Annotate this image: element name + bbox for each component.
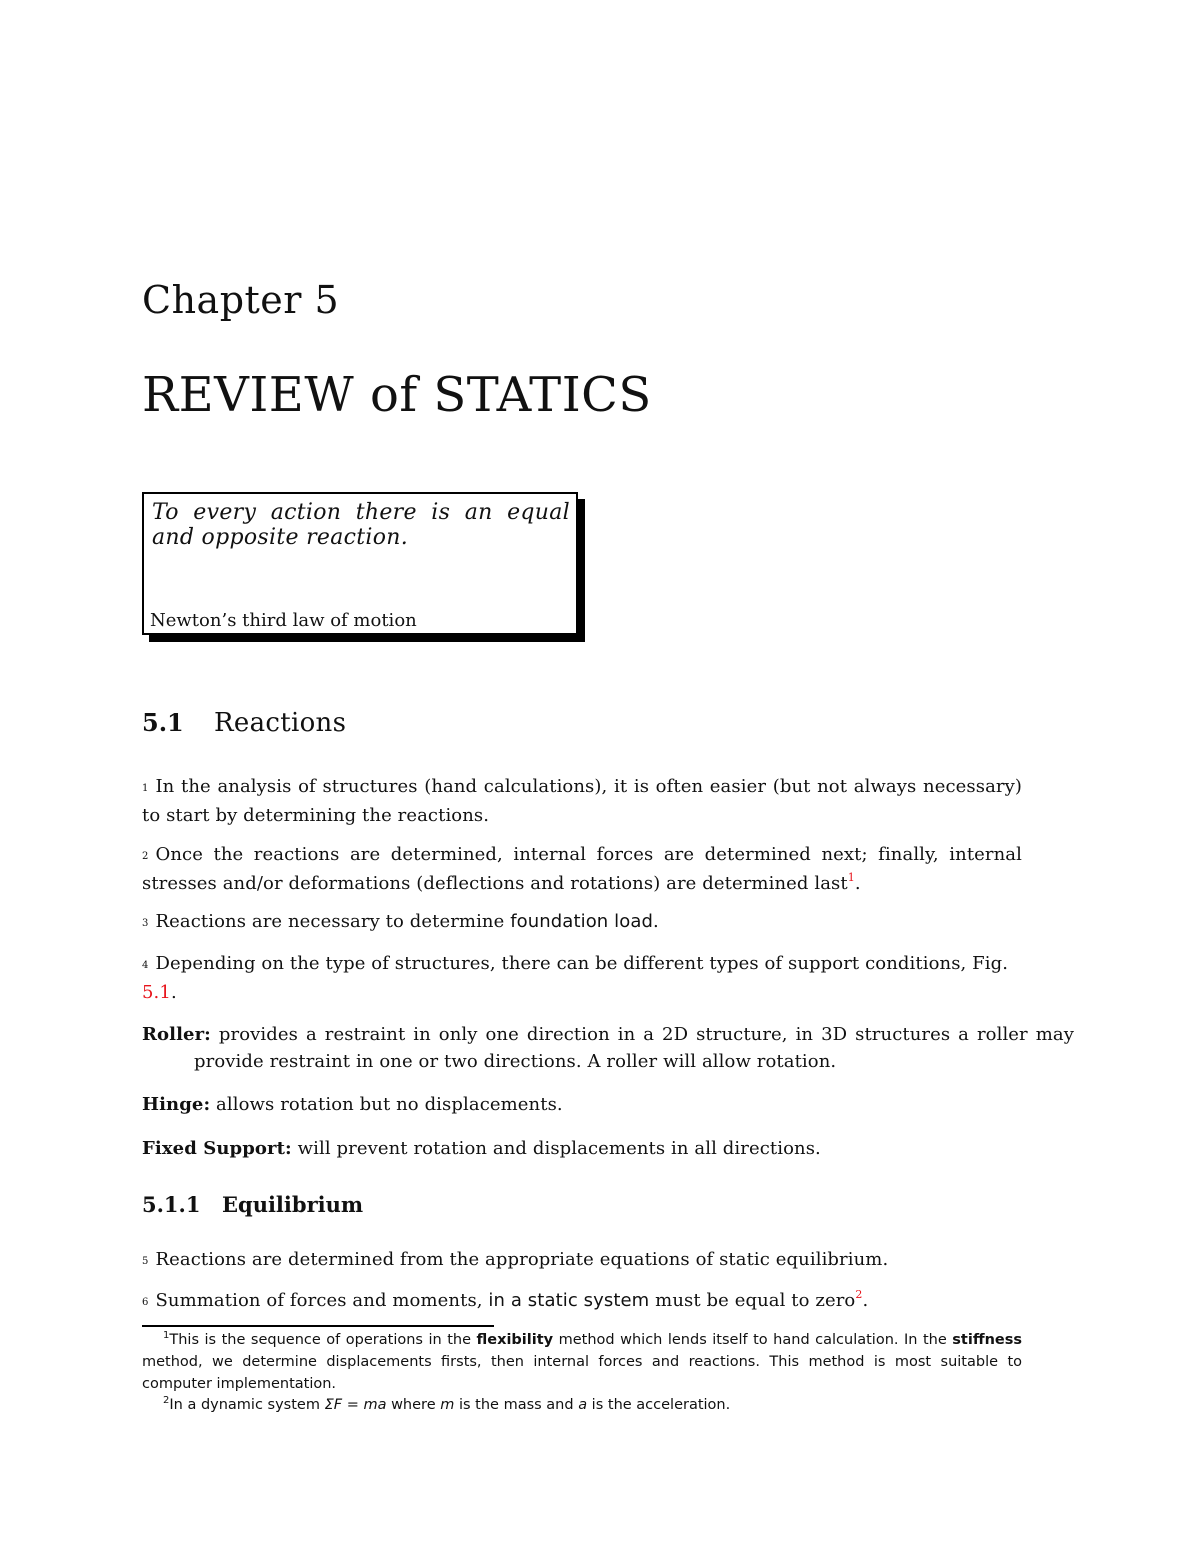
paragraph-number: 2 [142,851,149,862]
chapter-label: Chapter 5 [142,278,340,322]
paragraph-text: In the analysis of structures (hand calculations), it is often easier (but not always necessary) to start by determining the reactions. [142,776,1022,826]
footnote-number: 2 [163,1395,170,1406]
epigraph-box [142,492,578,635]
section-heading [142,708,346,738]
subsection-heading [142,1192,363,1217]
paragraph-text: Reactions are determined from the appropriate equations of static equilibrium. [155,1249,889,1270]
paragraph-2: 2 Once the reactions are determined, internal forces are determined next; finally, internal stresses and/or deformations (deflections and rotations) are determined last$^1$. [142,844,1022,894]
paragraph-1 [142,773,1022,829]
epigraph-quote: To every action there is an equal and opposite reaction. [152,500,570,550]
paragraph-number: 6 [142,1297,149,1308]
paragraph-5 [142,1246,1022,1275]
emphasis-text: in a static system [488,1290,650,1311]
paragraph-number: 4 [142,960,149,971]
footnote-link-2[interactable]: 2 [855,1288,863,1301]
footnote-number: 1 [163,1330,170,1341]
definition-fixed-support [142,1135,1022,1162]
definition-roller [142,1021,1074,1075]
definition-text: provides a restraint in only one direction in a 2D structure, in 3D structures a roller may provide restraint in one or two directions. A roller will allow rotation. [194,1024,1074,1072]
footnote-1: $^1$This is the sequence of operations in the flexibility method which lends itself to hand calculation. In the stiffness method, we determine displacements firsts, then internal forces and reactions. This method is most suitable to computer implementation. [142,1330,1022,1392]
definition-hinge [142,1091,1022,1118]
definition-text: allows rotation but no displacements. [216,1094,563,1115]
paragraph-text: Once the reactions are determined, internal forces are determined next; finally, internal stresses and/or deformations (deflections and rotations) are determined last [142,844,1022,894]
paragraph-text: Reactions are necessary to determine [155,911,511,932]
footnote-link-1[interactable]: 1 [847,871,855,884]
chapter-title: REVIEW of STATICS [142,367,652,423]
subsection-title: Equilibrium [222,1192,364,1217]
subsection-number: 5.1.1 [142,1192,201,1217]
definition-term: Hinge: [142,1094,211,1115]
paragraph-3: 3 Reactions are necessary to determine foundation load. [142,911,659,932]
footnote-rule [142,1325,494,1327]
paragraph-4: 4 Depending on the type of structures, there can be different types of support conditions, Fig. 5.1. [142,953,1009,1003]
definition-term: Roller: [142,1024,211,1045]
paragraph-number: 5 [142,1256,149,1267]
paragraph-text: Depending on the type of structures, there can be different types of support conditions, Fig. [155,953,1009,974]
paragraph-text: Summation of forces and moments, [155,1290,489,1311]
paragraph-number: 3 [142,918,149,929]
footnote-2: $^2$In a dynamic system ΣF = ma where m is the mass and a is the acceleration. [163,1395,731,1413]
paragraph-6: 6 Summation of forces and moments, in a static system must be equal to zero$^2$. [142,1288,869,1311]
paragraph-number: 1 [142,783,149,794]
epigraph-attribution: Newton’s third law of motion [150,610,417,631]
footnote-equation: ΣF = ma [324,1397,387,1413]
emphasis-text: foundation load [510,911,654,932]
figure-link[interactable]: 5.1 [142,982,171,1003]
definition-term: Fixed Support: [142,1138,292,1159]
section-number: 5.1 [142,708,184,737]
footnote-term-flexibility: flexibility [476,1332,554,1348]
section-title: Reactions [214,708,347,738]
definition-text: will prevent rotation and displacements in all directions. [297,1138,821,1159]
footnote-term-stiffness: stiffness [952,1332,1022,1348]
